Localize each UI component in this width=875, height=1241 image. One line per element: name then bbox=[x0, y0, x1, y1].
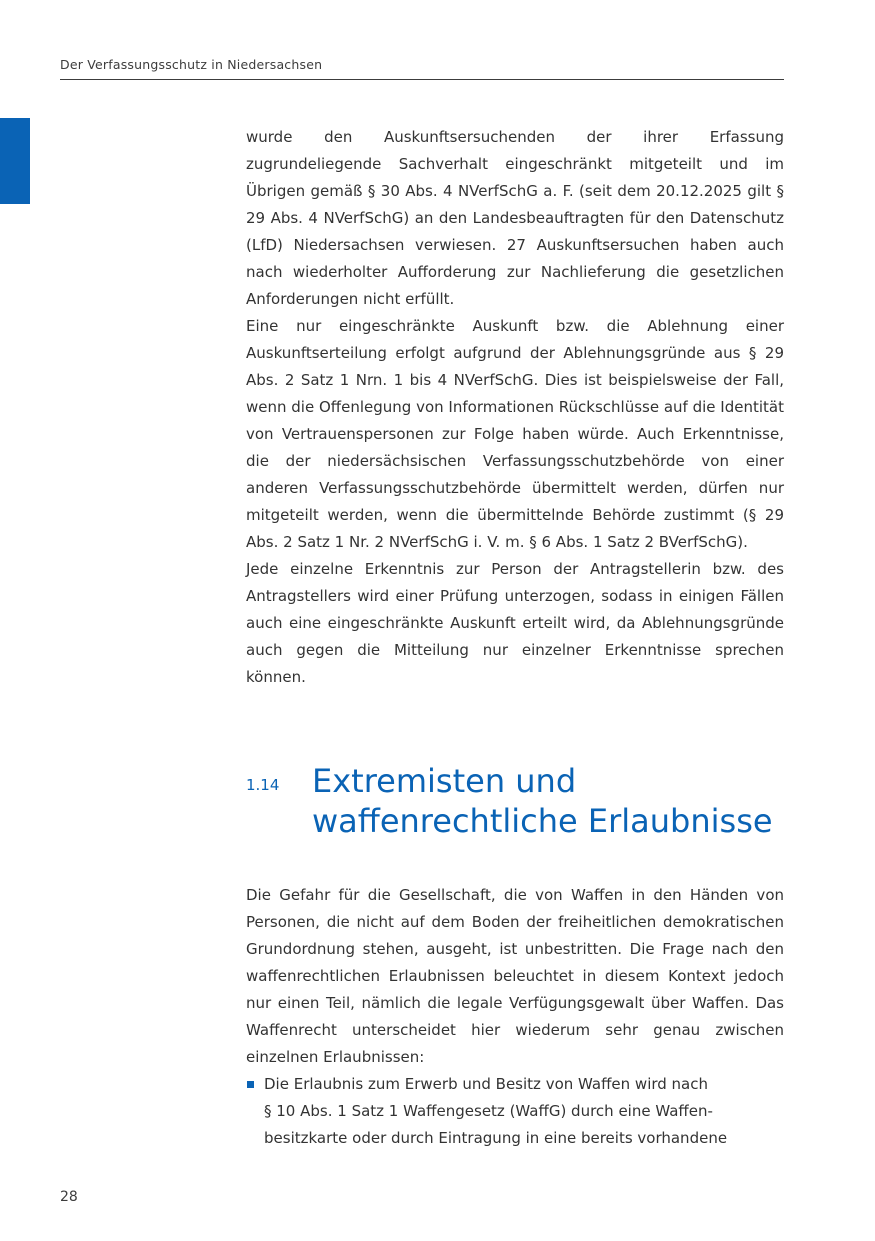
section-title-line-1: Extremisten und bbox=[312, 762, 577, 800]
section-title bbox=[312, 761, 782, 841]
bullet-list bbox=[246, 1071, 784, 1152]
section-text-block bbox=[246, 882, 784, 1152]
list-item-line: Die Erlaubnis zum Erwerb und Besitz von Waffen wird nach bbox=[264, 1075, 709, 1093]
header-rule bbox=[60, 79, 784, 80]
paragraph-restricted-disclosure: Eine nur eingeschränkte Auskunft bzw. die Ablehnung einer Auskunftserteilung erfolgt aufgrund der Ablehnungsgründe aus § 29 Abs. 2 Satz 1 Nrn. 1 bis 4 NVerfSchG. Dies ist beispielsweise der Fall, wenn die Offenlegung von Informationen Rückschlüsse auf die Identität von Vertrauenspersonen zur Folge haben würde. Auch Erkenntnisse, die der niedersächsischen Verfassungsschutzbehörde von einer anderen Verfassungsschutzbehörde übermittelt werden, dürfen nur mitgeteilt werden, wenn die übermittelnde Behörde zustimmt (§ 29 Abs. 2 Satz 1 Nr. 2 NVerfSchG i. V. m. § 6 Abs. 1 Satz 2 BVerfSchG). bbox=[246, 317, 784, 551]
paragraph-continued: wurde den Auskunftsersuchenden der ihrer Erfassung zugrundeliegende Sachverhalt eingeschränkt mitgeteilt und im Übrigen gemäß § 30 Abs. 4 NVerfSchG a. F. (seit dem 20.12.2025 gilt § 29 Abs. 4 NVerfSchG) an den Landesbeauftragten für den Datenschutz (LfD) Niedersachsen verwiesen. 27 Auskunftsersuchen haben auch nach wiederholter Aufforderung zur Nachlieferung die gesetzlichen Anforderungen nicht erfüllt. bbox=[246, 128, 784, 308]
page-number: 28 bbox=[60, 1189, 78, 1205]
paragraph-individual-review: Jede einzelne Erkenntnis zur Person der Antragstellerin bzw. des Antragstellers wird einer Prüfung unterzogen, sodass in einigen Fällen auch eine eingeschränkte Auskunft erteilt wird, da Ablehnungsgründe auch gegen die Mitteilung nur einzelner Erkenntnisse sprechen können. bbox=[246, 560, 784, 686]
list-item bbox=[246, 1071, 784, 1152]
bullet-square-icon bbox=[247, 1081, 254, 1088]
chapter-tab-marker bbox=[0, 118, 30, 204]
section-number: 1.14 bbox=[246, 776, 280, 794]
intro-text-block bbox=[246, 124, 784, 691]
section-title-line-2: waffenrechtliche Erlaubnisse bbox=[312, 802, 773, 840]
list-item-line: § 10 Abs. 1 Satz 1 Waffengesetz (WaffG) durch eine Waffen- bbox=[264, 1102, 713, 1120]
list-item-line: besitzkarte oder durch Eintragung in eine bereits vorhandene bbox=[264, 1129, 728, 1147]
running-header: Der Verfassungsschutz in Niedersachsen bbox=[60, 57, 323, 72]
section-intro-paragraph: Die Gefahr für die Gesellschaft, die von Waffen in den Händen von Personen, die nicht auf dem Boden der freiheitlichen demokratischen Grundordnung stehen, ausgeht, ist unbestritten. Die Frage nach den waffenrechtlichen Erlaubnissen beleuchtet in diesem Kontext jedoch nur einen Teil, nämlich die legale Verfügungsgewalt über Waffen. Das Waffenrecht unterscheidet hier wiederum sehr genau zwischen einzelnen Erlaubnissen: bbox=[246, 886, 784, 1066]
